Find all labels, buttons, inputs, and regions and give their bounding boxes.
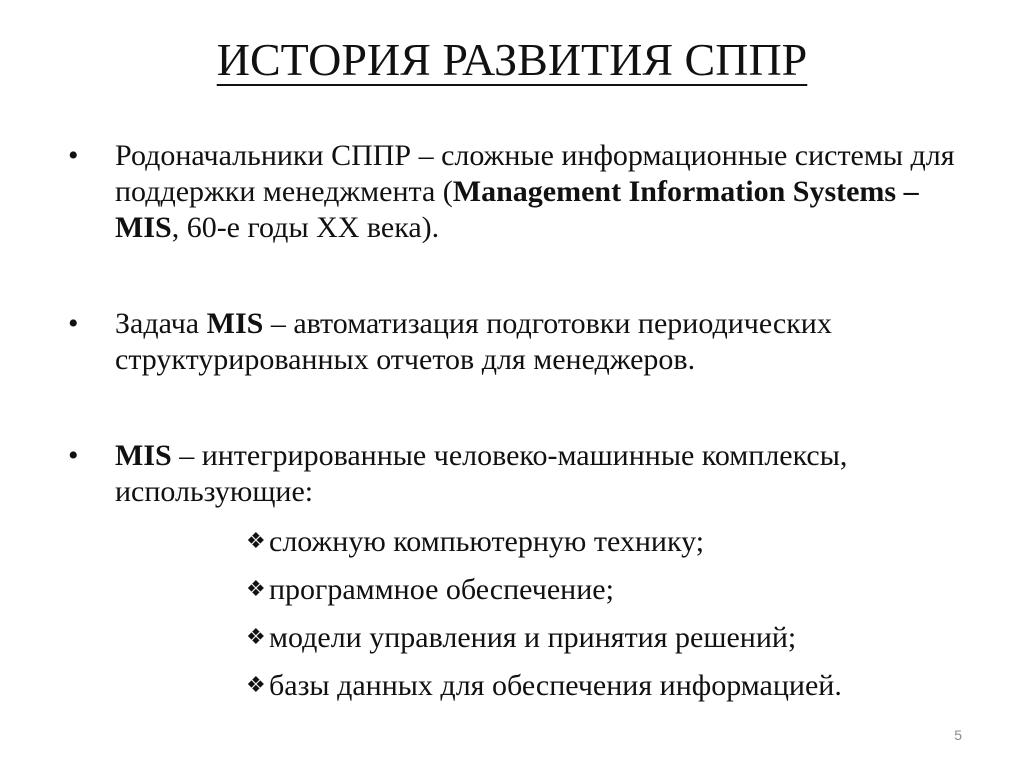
sub-bullet-item bbox=[246, 566, 958, 614]
sub-bullet-item bbox=[246, 518, 958, 566]
bullet-bold-text: Management Information Systems – MIS bbox=[115, 175, 919, 244]
diamond-dots-icon: ❖ bbox=[246, 529, 266, 554]
bullet-item bbox=[58, 138, 958, 246]
slide-title bbox=[0, 30, 1024, 90]
diamond-dots-icon: ❖ bbox=[246, 577, 266, 602]
bullet-dot: • bbox=[68, 439, 79, 472]
sub-bullet-text: модели управления и принятия решений; bbox=[269, 621, 797, 654]
bullet-dot: • bbox=[68, 307, 79, 340]
sub-bullet-text: базы данных для обеспечения информацией. bbox=[269, 669, 842, 702]
bullet-text: Задача bbox=[115, 307, 207, 340]
sub-bullet-item bbox=[246, 662, 958, 710]
bullet-text: Родоначальники СППР – сложные информационные системы для поддержки менеджмента ( bbox=[115, 139, 955, 208]
sub-bullet-text: сложную компьютерную технику; bbox=[269, 525, 705, 558]
sub-bullet-item bbox=[246, 614, 958, 662]
bullet-text: , 60-е годы XX века). bbox=[171, 211, 440, 244]
diamond-dots-icon: ❖ bbox=[246, 673, 266, 698]
sub-bullet-text: программное обеспечение; bbox=[269, 573, 614, 606]
bullet-item bbox=[58, 438, 958, 710]
bullet-item bbox=[58, 306, 958, 378]
bullet-bold-text: MIS bbox=[206, 307, 264, 340]
diamond-dots-icon: ❖ bbox=[246, 625, 266, 650]
sub-bullet-list bbox=[115, 518, 958, 710]
page-number: 5 bbox=[954, 727, 962, 743]
bullet-text: – интегрированные человеко-машинные комплексы, использующие: bbox=[115, 439, 848, 508]
bullet-dot: • bbox=[68, 139, 79, 172]
bullet-text: – автоматизация подготовки периодических структурированных отчетов для менеджеров. bbox=[115, 307, 832, 376]
bullet-bold-text: MIS bbox=[115, 439, 172, 472]
slide-title-text: ИСТОРИЯ РАЗВИТИЯ СППР bbox=[216, 34, 808, 85]
bullet-list bbox=[58, 138, 958, 710]
